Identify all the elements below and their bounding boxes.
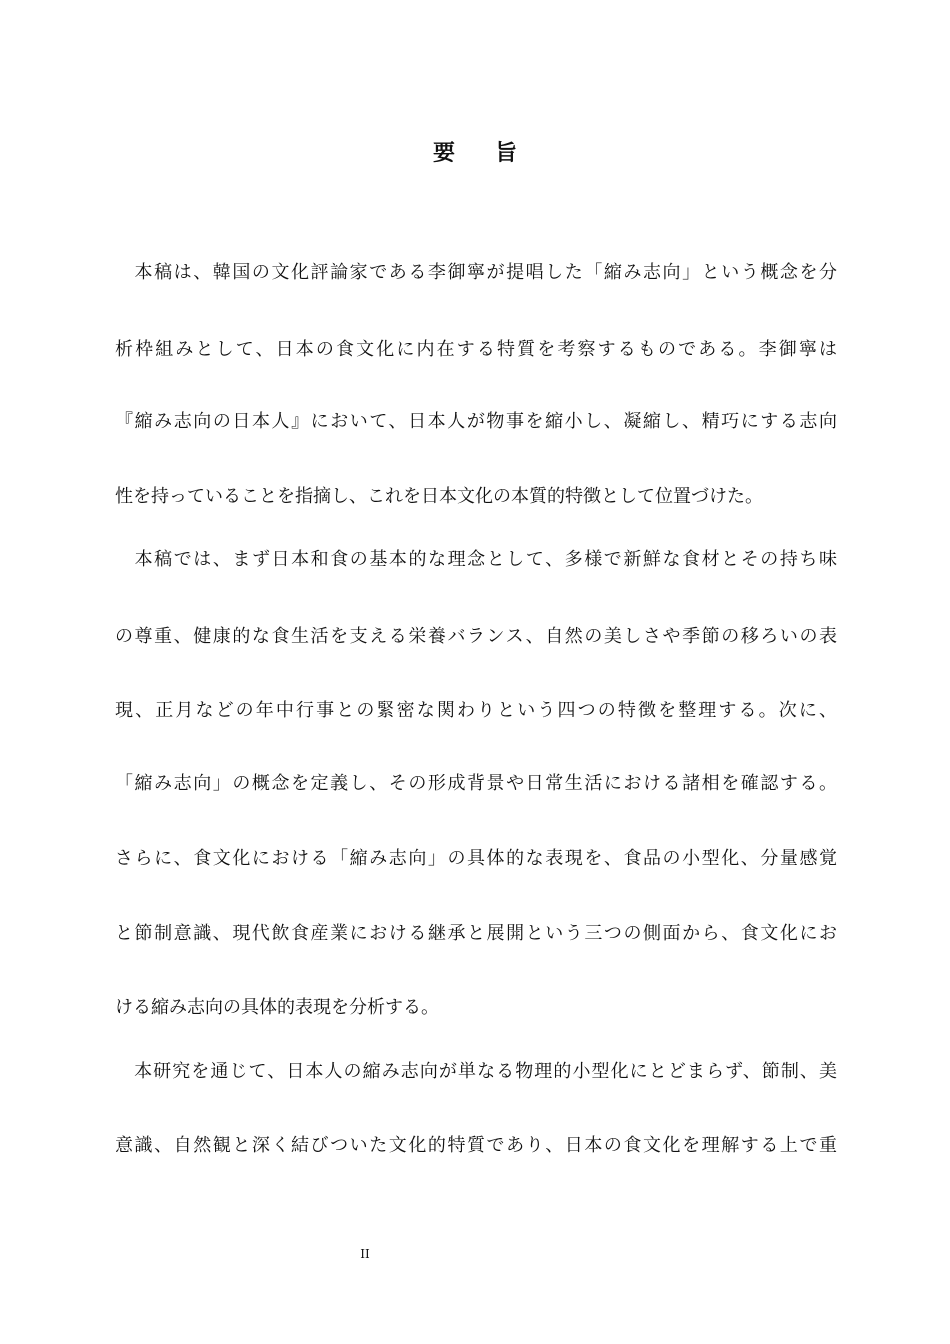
body-line: ける縮み志向の具体的表現を分析する。 (115, 997, 439, 1018)
body-line: 「縮み志向」の概念を定義し、その形成背景や日常生活における諸相を確認する。 (115, 773, 837, 794)
body-line: 本稿は、韓国の文化評論家である李御寧が提唱した「縮み志向」という概念を分 (115, 262, 837, 283)
body-line: の尊重、健康的な食生活を支える栄養バランス、自然の美しさや季節の移ろいの表 (115, 626, 837, 647)
body-line: 『縮み志向の日本人』において、日本人が物事を縮小し、凝縮し、精巧にする志向 (115, 411, 837, 432)
body-line: 意識、自然観と深く結びついた文化的特質であり、日本の食文化を理解する上で重 (115, 1135, 837, 1156)
body-line: 現、正月などの年中行事との緊密な関わりという四つの特徴を整理する。次に、 (115, 700, 837, 721)
body-line: 性を持っていることを指摘し、これを日本文化の本質的特徴として位置づけた。 (115, 486, 763, 507)
body-line: と節制意識、現代飲食産業における継承と展開という三つの側面から、食文化にお (115, 923, 837, 944)
body-line: さらに、食文化における「縮み志向」の具体的な表現を、食品の小型化、分量感覚 (115, 848, 837, 869)
page-title: 要旨 (432, 139, 557, 166)
page-number: II (360, 1247, 370, 1261)
body-line: 本稿では、まず日本和食の基本的な理念として、多様で新鮮な食材とその持ち味 (115, 549, 837, 570)
body-line: 本研究を通じて、日本人の縮み志向が単なる物理的小型化にとどまらず、節制、美 (115, 1061, 837, 1082)
body-line: 析枠組みとして、日本の食文化に内在する特質を考察するものである。李御寧は (115, 339, 837, 360)
